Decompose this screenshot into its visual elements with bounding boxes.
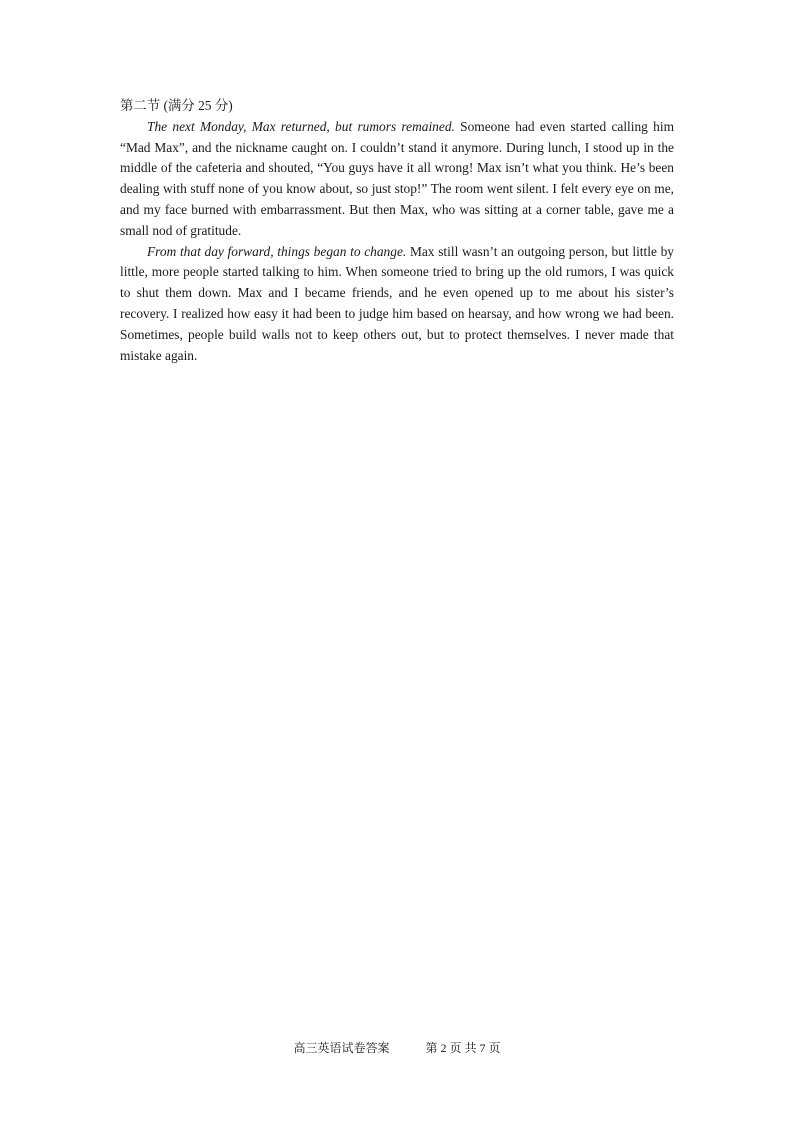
footer-page-info: 第 2 页 共 7 页	[425, 1041, 501, 1055]
paragraph-2	[120, 242, 674, 367]
paragraph-2-lead-sentence: From that day forward, things began to change.	[147, 243, 407, 259]
paragraph-1-body: Someone had even started calling him “Mad Max”, and the nickname caught on. I couldn’t stand it anymore. During lunch, I stood up in the middle of the cafeteria and shouted, “You guys have it all wrong! Max isn’t what you think. He’s been dealing with stuff none of you know about, so just stop!” The room went silent. I felt every eye on me, and my face burned with embarrassment. But then Max, who was sitting at a corner table, gave me a small nod of gratitude.	[120, 118, 674, 238]
paragraph-1-lead-sentence: The next Monday, Max returned, but rumors remained.	[147, 118, 455, 134]
footer-title: 高三英语试卷答案	[293, 1041, 390, 1055]
page-footer	[0, 1040, 794, 1056]
paragraph-2-body: Max still wasn’t an outgoing person, but little by little, more people started talking to him. When someone tried to bring up the old rumors, I was quick to shut them down. Max and I became friends, and he even opened up to me about his sister’s recovery. I realized how easy it had been to judge him based on hearsay, and how wrong we had been. Sometimes, people build walls not to keep others out, but to protect themselves. I never made that mistake again.	[120, 243, 675, 363]
paragraph-1	[120, 117, 674, 242]
answer-content	[120, 96, 674, 366]
section-heading: 第二节 (满分 25 分)	[120, 98, 233, 113]
